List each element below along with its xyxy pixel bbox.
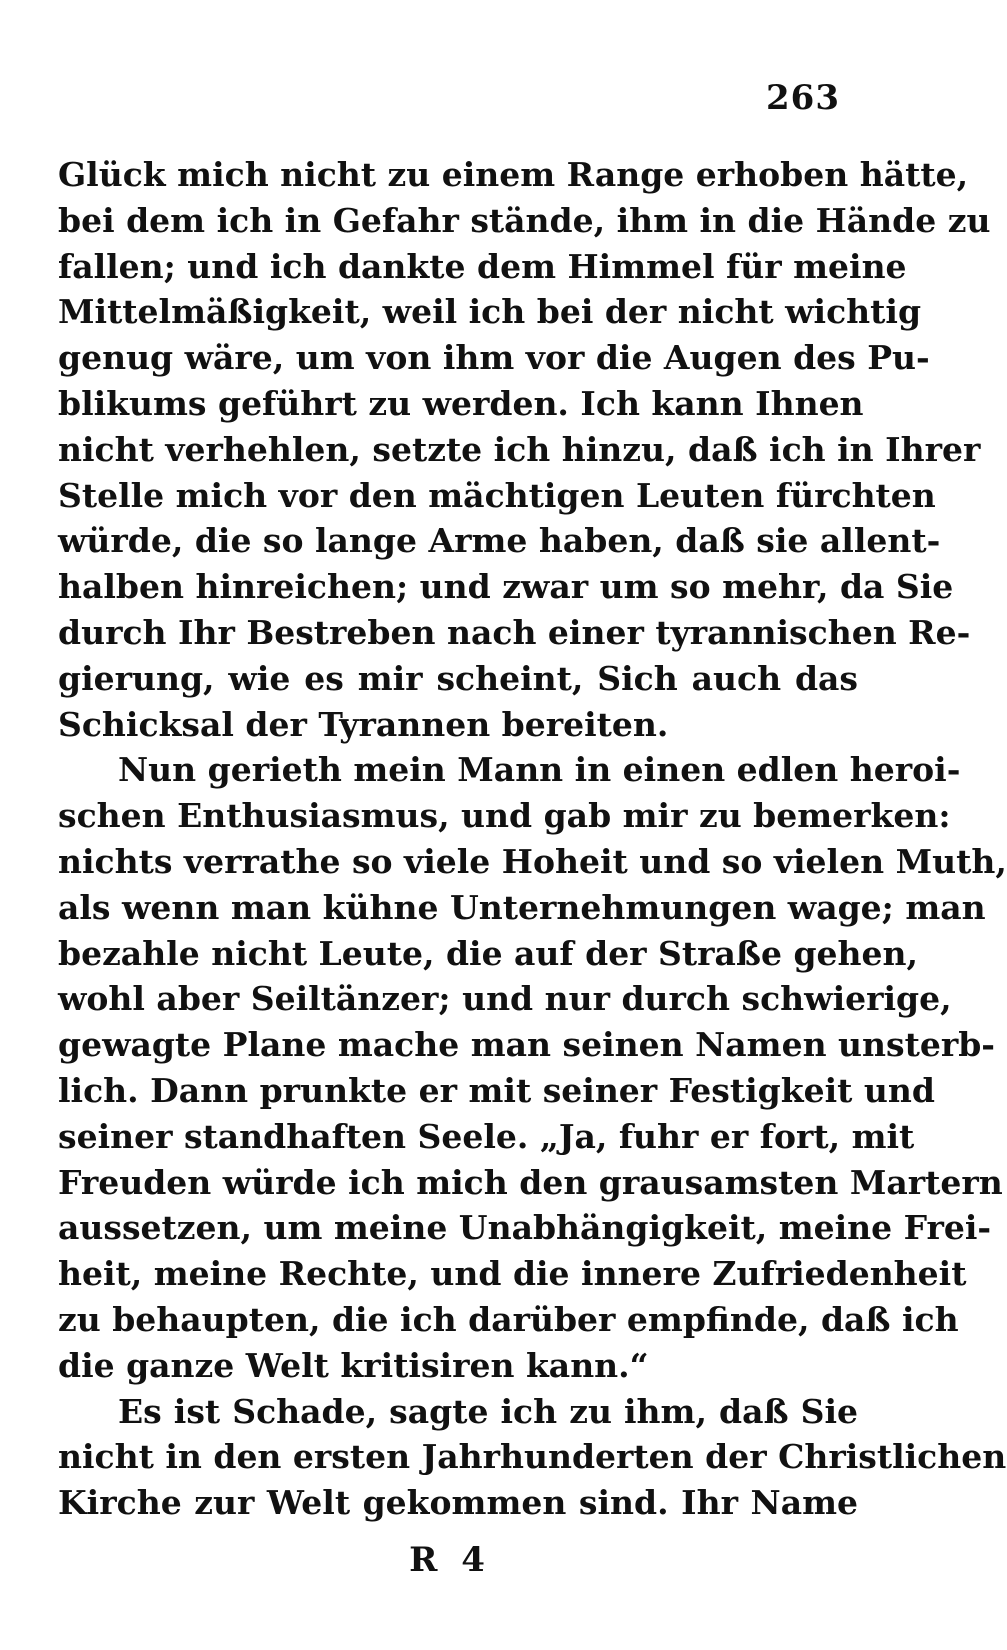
paragraph-first-line: Es ist Schade, sagte ich zu ihm, daß Sie xyxy=(118,1391,858,1431)
text-line: fallen; und ich dankte dem Himmel für meine xyxy=(58,246,907,286)
text-line: heit, meine Rechte, und die innere Zufriedenheit xyxy=(58,1254,967,1294)
text-line: als wenn man kühne Unternehmungen wage; man xyxy=(58,887,986,927)
text-line: gewagte Plane mache man seinen Namen unsterb- xyxy=(58,1025,996,1065)
text-line: Glück mich nicht zu einem Range erhoben hätte, xyxy=(58,155,969,194)
text-line: Kirche zur Welt gekommen sind. Ihr Name xyxy=(58,1483,858,1523)
text-line: schen Enthusiasmus, und gab mir zu bemerken: xyxy=(58,796,951,836)
text-line: lich. Dann prunkte er mit seiner Festigkeit und xyxy=(58,1070,935,1110)
page-number: 263 xyxy=(766,78,840,118)
text-line: nicht verhehlen, setzte ich hinzu, daß ich in Ihrer xyxy=(58,429,981,469)
text-line: aussetzen, um meine Unabhängigkeit, meine Frei- xyxy=(58,1208,992,1248)
text-line: Stelle mich vor den mächtigen Leuten fürchten xyxy=(58,475,936,515)
text-line: gierung, wie es mir scheint, Sich auch das xyxy=(58,658,858,698)
text-line: nicht in den ersten Jahrhunderten der Christlichen xyxy=(58,1437,1007,1477)
text-line: nichts verrathe so viele Hoheit und so vielen Muth, xyxy=(58,841,1007,881)
text-line: wohl aber Seiltänzer; und nur durch schwierige, xyxy=(58,979,952,1019)
paragraph-first-line: Nun gerieth mein Mann in einen edlen heroi- xyxy=(118,750,961,790)
text-line: halben hinreichen; und zwar um so mehr, da Sie xyxy=(58,567,954,607)
text-line: Mittelmäßigkeit, weil ich bei der nicht wichtig xyxy=(58,292,922,332)
text-line: Freuden würde ich mich den grausamsten Martern xyxy=(58,1162,1003,1202)
text-line: genug wäre, um von ihm vor die Augen des Pu- xyxy=(58,338,930,378)
paragraph-last-line: die ganze Welt kritisiren kann.“ xyxy=(58,1345,649,1385)
text-line: zu behaupten, die ich darüber empfinde, daß ich xyxy=(58,1299,959,1339)
text-line: blikums geführt zu werden. Ich kann Ihnen xyxy=(58,383,864,423)
body-text xyxy=(58,152,1007,1526)
text-line: bei dem ich in Gefahr stände, ihm in die Hände zu xyxy=(58,200,991,240)
text-line: würde, die so lange Arme haben, daß sie allent- xyxy=(58,521,941,561)
paragraph-last-line: Schicksal der Tyrannen bereiten. xyxy=(58,704,669,744)
text-line: durch Ihr Bestreben nach einer tyrannischen Re- xyxy=(58,612,971,652)
text-line: seiner standhaften Seele. „Ja, fuhr er fort, mit xyxy=(58,1116,915,1156)
text-line: bezahle nicht Leute, die auf der Straße gehen, xyxy=(58,933,918,973)
signature-mark: R 4 xyxy=(409,1540,491,1580)
